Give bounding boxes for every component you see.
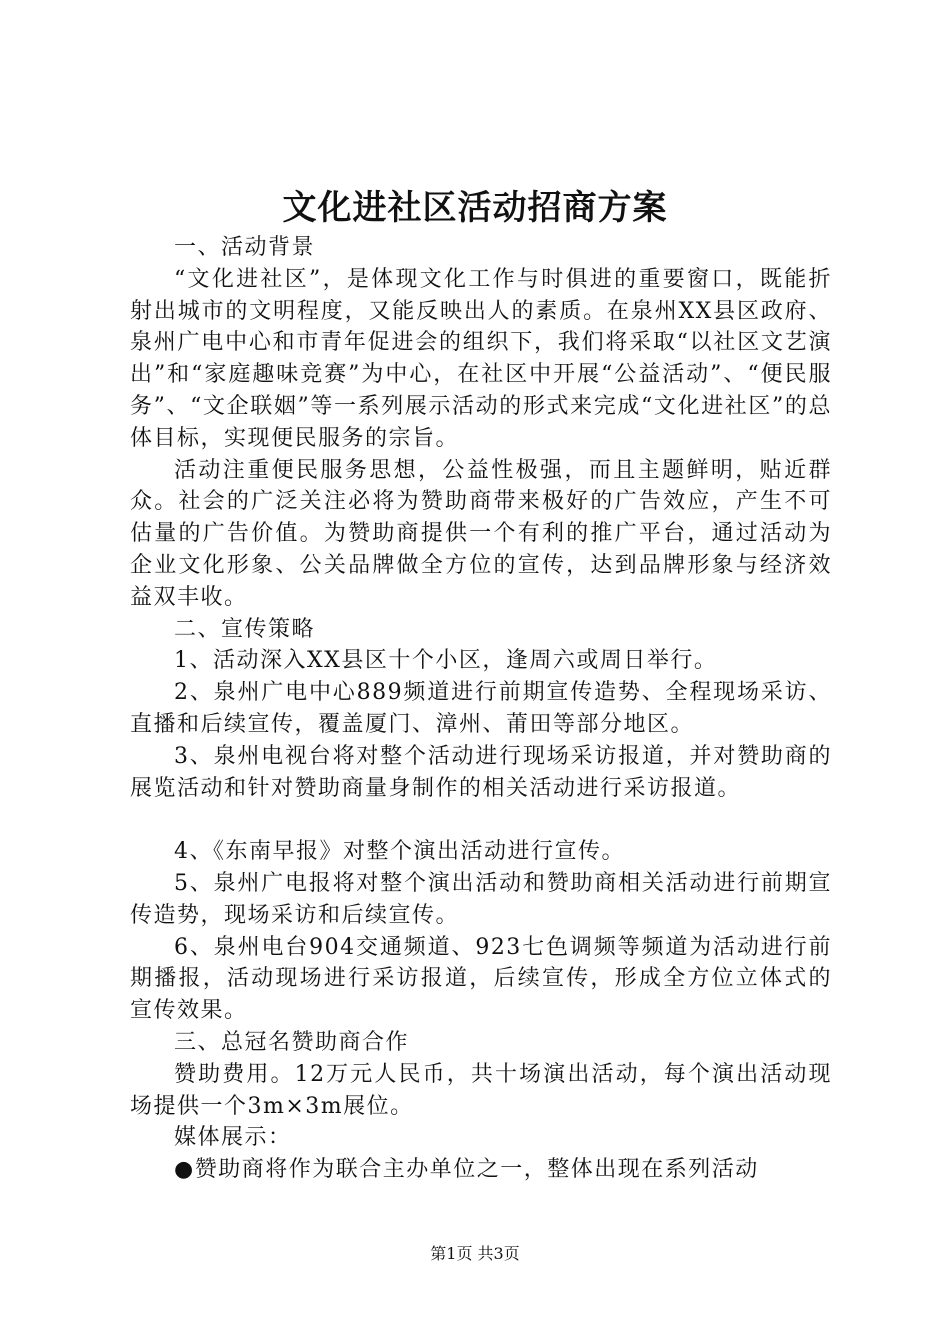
paragraph-background-intro: “文化进社区”，是体现文化工作与时俱进的重要窗口，既能折射出城市的文明程度，又能反映出人的素质。在泉州XX县区政府、泉州广电中心和市青年促进会的组织下，我们将采取“以社区文艺演出”和“家庭趣味竞赛”为中心，在社区中开展“公益活动”、“便民服务”、“文企联姻”等一系列展示活动的形式来完成“文化进社区”的总体目标，实现便民服务的宗旨。 [130, 266, 832, 451]
list-item-promotion-1: 1、活动深入XX县区十个小区，逢周六或周日举行。 [174, 648, 718, 674]
paragraph-background-value: 活动注重便民服务思想，公益性极强，而且主题鲜明，贴近群众。社会的广泛关注必将为赞助商带来极好的广告效应，产生不可估量的广告价值。为赞助商提供一个有利的推广平台，通过活动为企业文化形象、公关品牌做全方位的宣传，达到品牌形象与经济效益双丰收。 [130, 457, 832, 610]
page-footer: 第1页 共3页 [430, 1244, 520, 1263]
section-heading-background: 一、活动背景 [174, 235, 316, 260]
paragraph-media-bullet: ●赞助商将作为联合主办单位之一，整体出现在系列活动 [174, 1157, 759, 1183]
paragraph-sponsor-fee: 赞助费用。12万元人民币，共十场演出活动，每个演出活动现场提供一个3m×3m展位。 [130, 1061, 832, 1119]
section-heading-promotion: 二、宣传策略 [174, 616, 316, 642]
list-item-promotion-4: 4、《东南早报》对整个演出活动进行宣传。 [174, 839, 625, 865]
document-title: 文化进社区活动招商方案 [282, 188, 668, 228]
list-item-promotion-5: 5、泉州广电报将对整个演出活动和赞助商相关活动进行前期宣传造势，现场采访和后续宣传。 [130, 870, 832, 928]
paragraph-media-label: 媒体展示： [174, 1125, 292, 1151]
list-item-promotion-2: 2、泉州广电中心889频道进行前期宣传造势、全程现场采访、直播和后续宣传，覆盖厦门、漳州、莆田等部分地区。 [130, 680, 832, 737]
section-heading-sponsor: 三、总冠名赞助商合作 [174, 1029, 410, 1055]
list-item-promotion-6: 6、泉州电台904交通频道、923七色调频等频道为活动进行前期播报，活动现场进行采访报道，后续宣传，形成全方位立体式的宣传效果。 [130, 934, 832, 1024]
document-body [130, 232, 832, 1186]
list-item-promotion-3: 3、泉州电视台将对整个活动进行现场采访报道，并对赞助商的展览活动和针对赞助商量身制作的相关活动进行采访报道。 [130, 743, 832, 801]
